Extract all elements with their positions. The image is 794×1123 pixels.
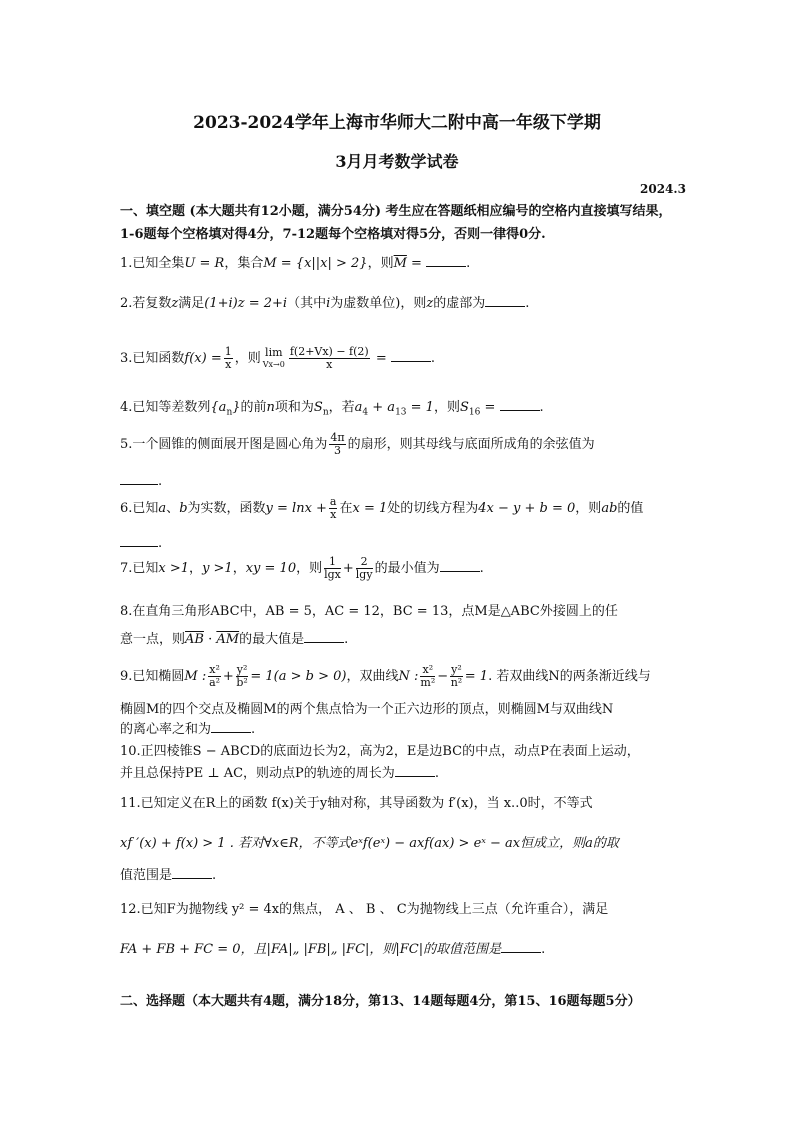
fraction: $\frac{2}{\lg y}$ <box>355 555 373 581</box>
question-11: 11.已知定义在R上的函数 f(x)关于y轴对称，其导函数为 f′(x)，当 x..0时，不等式 <box>120 796 593 811</box>
section1-heading: 一、填空题 (本大题共有12小题，满分54分) 考生应在答题纸相应编号的空格内直接填写结果，1-6题每个空格填对得4分，7-12题每个空格填对得5分，否则一律得0分. <box>120 204 672 242</box>
answer-blank[interactable] <box>440 559 480 572</box>
question-9-line2: 椭圆M的四个交点及椭圆M的两个焦点恰为一个正六边形的顶点，则椭圆M与双曲线N <box>120 702 614 717</box>
paper-title-line2: 3月月考数学试卷 <box>335 152 459 171</box>
answer-blank[interactable] <box>120 472 158 485</box>
question-11-line2: xf ′(x) + f(x) > 1 . 若对∀x∈R，不等式eˣf(eˣ) − axf(ax) > eˣ − ax恒成立，则a的取 <box>120 836 619 851</box>
answer-blank[interactable] <box>304 630 344 643</box>
question-6: 6.已知a、b为实数，函数y = lnx + $\frac{a}{x}$ 在x = 1处的切线方程为4x − y + b = 0，则ab的值 <box>120 495 644 521</box>
question-5-blank-line: . <box>120 470 680 493</box>
question-9-line3: 的离心率之和为 . <box>120 722 256 737</box>
fraction: $\frac{\text{y²}}{\text{b²}}$ <box>236 663 248 689</box>
question-10-line2: 并且总保持PE ⊥ AC，则动点P的轨迹的周长为 . <box>120 766 439 781</box>
question-12-line2: FA + FB + FC = 0，且|FA|„ |FB|„ |FC|，则|FC|的取值范围是 . <box>120 942 546 957</box>
answer-blank[interactable] <box>426 254 466 267</box>
limit: lim Vx→0 <box>262 345 285 369</box>
question-8-line2: 意一点，则$\overline{AB} \cdot \overline{AM}$的最大值是 . <box>120 632 349 647</box>
answer-blank[interactable] <box>391 349 431 362</box>
answer-blank[interactable] <box>120 534 158 547</box>
fraction: $\frac{1}{\lg x}$ <box>324 555 341 581</box>
question-4: 4.已知等差数列$\{a_n\}$的前n项和为$S_n$，若$a_4 + a_{13} = 1$，则$S_{16}$ = . <box>120 400 544 418</box>
fraction: $\frac{\text{x²}}{\text{a²}}$ <box>209 663 221 689</box>
question-11-line3: 值范围是 . <box>120 868 217 883</box>
question-12: 12.已知F为抛物线 y² = 4x的焦点， A 、 B 、 C为抛物线上三点（允许重合），满足 <box>120 902 609 917</box>
fraction: $\frac{f(2+Vx) - f(2)}{x}$ <box>289 345 369 371</box>
fraction: $\frac{4\pi}{3}$ <box>330 431 345 457</box>
question-9: 9.已知椭圆M : $\frac{\text{x²}}{\text{a²}}$ + $\frac{\text{y²}}{\text{b²}}$ = 1(a > b > 0)，双曲线N : $\frac{\text{x²}}{\text{m²}}$ − $\frac{\text{y²}}{\text{n²}}$ = 1. 若双曲线N的两条渐近线与 <box>120 663 651 689</box>
question-2: 2.若复数z满足(1+i)z = 2+i（其中i为虚数单位)，则z的虚部为 . <box>120 296 530 311</box>
question-5: 5.一个圆锥的侧面展开图是圆心角为 $\frac{4\pi}{3}$ 的扇形，则其母线与底面所成角的余弦值为 <box>120 431 595 457</box>
fraction: $\frac{\text{x²}}{\text{m²}}$ <box>420 663 436 689</box>
answer-blank[interactable] <box>211 720 251 733</box>
answer-blank[interactable] <box>172 866 212 879</box>
section2-heading: 二、选择题（本大题共有4题，满分18分，第13、14题每题4分，第15、16题每题5分） <box>120 994 641 1009</box>
question-7: 7.已知x >1，y >1，xy = 10，则 $\frac{1}{\lg x}$ + $\frac{2}{\lg y}$ 的最小值为 . <box>120 555 484 581</box>
question-1: 1.已知全集U = R，集合M = {x||x| > 2}，则$\overline{M}$ = . <box>120 256 471 271</box>
question-8: 8.在直角三角形ABC中，AB = 5，AC = 12，BC = 13，点M是△ABC外接圆上的任 <box>120 604 618 619</box>
answer-blank[interactable] <box>500 398 540 411</box>
question-6-blank-line: . <box>120 532 680 555</box>
answer-blank[interactable] <box>395 764 435 777</box>
paper-title-line1: 2023-2024学年上海市华师大二附中高一年级下学期 <box>193 113 601 133</box>
answer-blank[interactable] <box>485 294 525 307</box>
fraction: $\frac{1}{x}$ <box>224 345 232 371</box>
fraction: $\frac{a}{x}$ <box>329 495 337 521</box>
paper-date: 2024.3 <box>640 182 686 196</box>
fraction: $\frac{\text{y²}}{\text{n²}}$ <box>450 663 463 689</box>
question-3: 3.已知函数f(x) = $\frac{1}{x}$ ，则 lim Vx→0 $\frac{f(2+Vx) - f(2)}{x}$ = . <box>120 345 436 371</box>
answer-blank[interactable] <box>501 940 541 953</box>
question-10: 10.正四棱锥S − ABCD的底面边长为2，高为2，E是边BC的中点，动点P在表面上运动， <box>120 744 640 759</box>
